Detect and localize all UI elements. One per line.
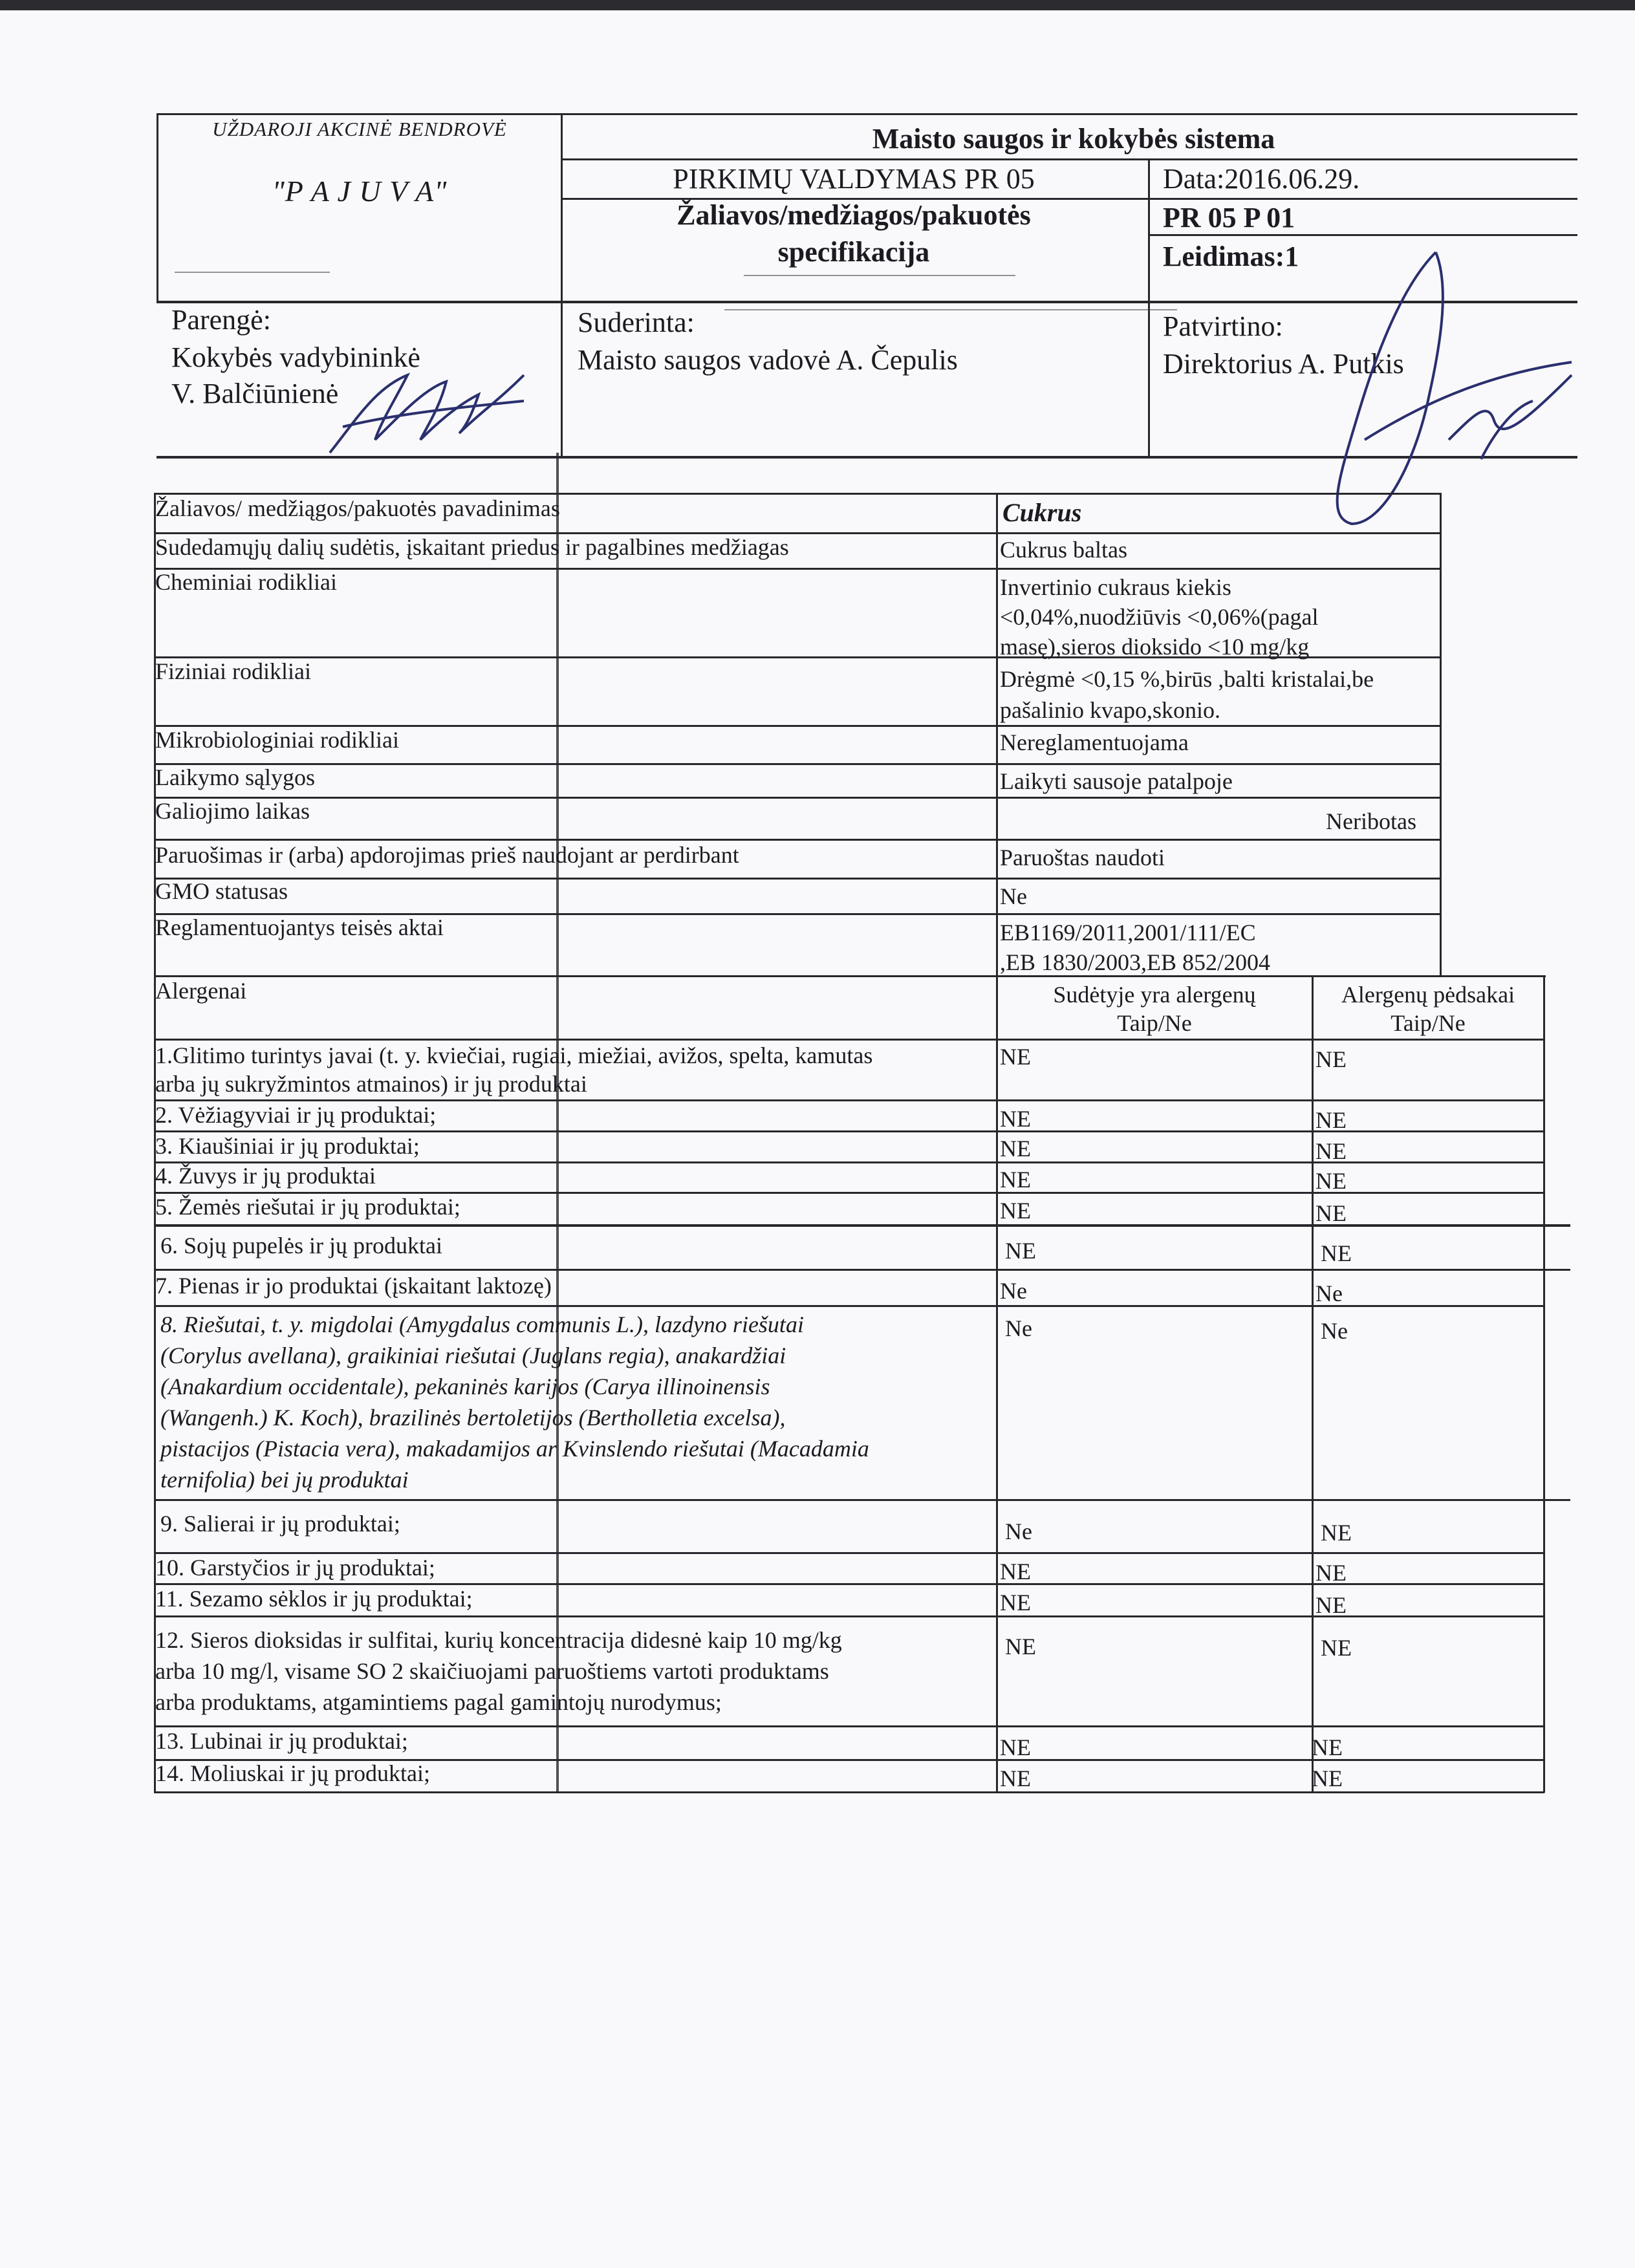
prepared-role: Kokybės vadybininkė [171, 341, 420, 373]
allergen-traces: Ne [1316, 1280, 1343, 1306]
allergen-text-line: 8. Riešutai, t. y. migdolai (Amygdalus communis L.), lazdyno riešutai [160, 1312, 804, 1337]
allergen-contains: NE [1000, 1590, 1031, 1615]
allergen-text: 13. Lubinai ir jų produktai; [155, 1728, 408, 1754]
allergen-contains: NE [1000, 1734, 1031, 1760]
spec-value-line: ,EB 1830/2003,EB 852/2004 [1000, 949, 1271, 975]
traces-header-line2: Taip/Ne [1391, 1010, 1466, 1036]
spec-value-line: <0,04%,nuodžiūvis <0,06%(pagal [1000, 604, 1319, 630]
allergen-text: 6. Sojų pupelės ir jų produktai [160, 1233, 442, 1258]
company-name: "P A J U V A" [272, 175, 448, 208]
allergen-text: 2. Vėžiagyviai ir jų produktai; [155, 1102, 437, 1128]
allergen-text-line: (Corylus avellana), graikiniai riešutai (Juglans regia), anakardžiai [160, 1343, 786, 1368]
allergen-contains: Ne [1005, 1518, 1032, 1544]
allergen-text-line: pistacijos (Pistacia vera), makadamijos ar Kvinslendo riešutai (Macadamia [160, 1436, 869, 1462]
spec-value: Neribotas [1326, 808, 1416, 834]
spec-label: Fiziniai rodikliai [155, 658, 311, 684]
allergens-label: Alergenai [155, 978, 247, 1004]
allergen-contains: NE [1005, 1634, 1036, 1659]
spec-label: GMO statusas [155, 878, 288, 904]
allergen-traces: NE [1312, 1766, 1343, 1791]
allergen-contains: NE [1005, 1238, 1036, 1264]
allergen-text: 11. Sezamo sėklos ir jų produktai; [155, 1586, 473, 1612]
spec-label: Galiojimo laikas [155, 798, 310, 824]
allergen-traces: NE [1316, 1168, 1347, 1194]
spec-value: Ne [1000, 883, 1027, 909]
allergen-text-line: arba produktams, atgamintiems pagal gamintojų nurodymus; [155, 1689, 722, 1715]
allergen-text: 10. Garstyčios ir jų produktai; [155, 1555, 435, 1581]
allergen-traces: NE [1316, 1592, 1347, 1618]
spec-label: Reglamentuojantys teisės aktai [155, 914, 444, 940]
spec-value: Cukrus baltas [1000, 537, 1127, 563]
contains-header-line1: Sudėtyje yra alergenų [1053, 982, 1256, 1008]
prepared-name: V. Balčiūnienė [171, 378, 339, 409]
spec-label: Sudedamųjų dalių sudėtis, įskaitant priedus ir pagalbines medžiagas [155, 534, 789, 560]
spec-value: Cukrus [1002, 498, 1082, 527]
allergen-contains: NE [1000, 1136, 1031, 1161]
spec-label: Laikymo sąlygos [155, 764, 315, 790]
traces-header-line1: Alergenų pėdsakai [1341, 982, 1515, 1008]
allergen-traces: NE [1316, 1138, 1347, 1164]
allergen-text-line: (Wangenh.) K. Koch), brazilinės bertoletijos (Bertholletia excelsa), [160, 1405, 786, 1431]
allergen-text-line: 1.Glitimo turintys javai (t. y. kviečiai, rugiai, miežiai, avižos, spelta, kamutas [155, 1042, 873, 1068]
approved-value: Direktorius A. Putkis [1163, 348, 1404, 380]
allergen-contains: Ne [1005, 1315, 1032, 1341]
allergen-traces: NE [1321, 1240, 1352, 1266]
allergen-traces: NE [1316, 1560, 1347, 1586]
allergen-contains: NE [1000, 1198, 1031, 1224]
allergen-traces: NE [1316, 1200, 1347, 1226]
allergen-traces: NE [1321, 1520, 1352, 1546]
system-title: Maisto saugos ir kokybės sistema [872, 123, 1275, 155]
spec-value-line: EB1169/2011,2001/111/EC [1000, 920, 1256, 945]
allergen-contains: NE [1000, 1044, 1031, 1070]
agreed-label: Suderinta: [578, 307, 695, 338]
allergen-traces: NE [1312, 1734, 1343, 1760]
signature-director [1287, 246, 1585, 530]
spec-value-line: masę),sieros dioksido <10 mg/kg [1000, 634, 1310, 660]
allergen-contains: Ne [1000, 1278, 1027, 1304]
allergen-contains: NE [1000, 1167, 1031, 1193]
allergen-text: 3. Kiaušiniai ir jų produktai; [155, 1133, 420, 1159]
allergen-text: 7. Pienas ir jo produktai (įskaitant laktozę) [155, 1273, 552, 1299]
spec-label: Cheminiai rodikliai [155, 569, 337, 595]
signature-preparer [317, 349, 550, 466]
spec-value: Laikyti sausoje patalpoje [1000, 768, 1233, 794]
spec-value: Paruoštas naudoti [1000, 845, 1165, 870]
spec-value-line: pašalinio kvapo,skonio. [1000, 697, 1220, 723]
doc-edition: Leidimas:1 [1163, 241, 1299, 272]
spec-value-line: Invertinio cukraus kiekis [1000, 574, 1231, 600]
allergen-text-line: (Anakardium occidentale), pekaninės karijos (Carya illinoinensis [160, 1374, 770, 1399]
allergen-traces: NE [1316, 1107, 1347, 1133]
company-type: UŽDAROJI AKCINĖ BENDROVĖ [212, 118, 507, 140]
allergen-traces: Ne [1321, 1318, 1348, 1344]
spec-label: Paruošimas ir (arba) apdorojimas prieš naudojant ar perdirbant [155, 842, 739, 868]
approved-label: Patvirtino: [1163, 310, 1283, 342]
allergen-text-line: arba jų sukryžmintos atmainos) ir jų produktai [155, 1071, 587, 1097]
spec-label: Mikrobiologiniai rodikliai [155, 727, 399, 753]
doc-code: PR 05 P 01 [1163, 202, 1295, 233]
doc-title-line1: Žaliavos/medžiagos/pakuotės [677, 199, 1031, 231]
allergen-text: 9. Salierai ir jų produktai; [160, 1511, 400, 1537]
agreed-value: Maisto saugos vadovė A. Čepulis [578, 344, 958, 376]
spec-value-line: Drėgmė <0,15 %,birūs ,balti kristalai,be [1000, 666, 1374, 692]
procedure-name: PIRKIMŲ VALDYMAS PR 05 [673, 163, 1035, 195]
doc-date: Data:2016.06.29. [1163, 163, 1360, 195]
scan-top-edge [0, 0, 1635, 10]
allergen-text: 5. Žemės riešutai ir jų produktai; [155, 1194, 460, 1220]
allergen-contains: NE [1000, 1766, 1031, 1791]
allergen-text-line: ternifolia) bei jų produktai [160, 1467, 409, 1493]
allergen-traces: NE [1316, 1046, 1347, 1072]
allergen-text-line: arba 10 mg/l, visame SO 2 skaičiuojami paruoštiems vartoti produktams [155, 1658, 829, 1684]
allergen-contains: NE [1000, 1559, 1031, 1584]
allergen-text-line: 12. Sieros dioksidas ir sulfitai, kurių koncentracija didesnė kaip 10 mg/kg [155, 1627, 842, 1653]
allergen-traces: NE [1321, 1635, 1352, 1661]
prepared-label: Parengė: [171, 304, 271, 336]
allergen-contains: NE [1000, 1106, 1031, 1132]
allergen-text: 14. Moliuskai ir jų produktai; [155, 1760, 430, 1786]
contains-header-line2: Taip/Ne [1117, 1010, 1192, 1036]
doc-title-line2: specifikacija [777, 236, 930, 268]
spec-value: Nereglamentuojama [1000, 729, 1189, 755]
spec-label: Žaliavos/ medžiągos/pakuotės pavadinimas [155, 495, 560, 521]
allergen-text: 4. Žuvys ir jų produktai [155, 1163, 376, 1189]
